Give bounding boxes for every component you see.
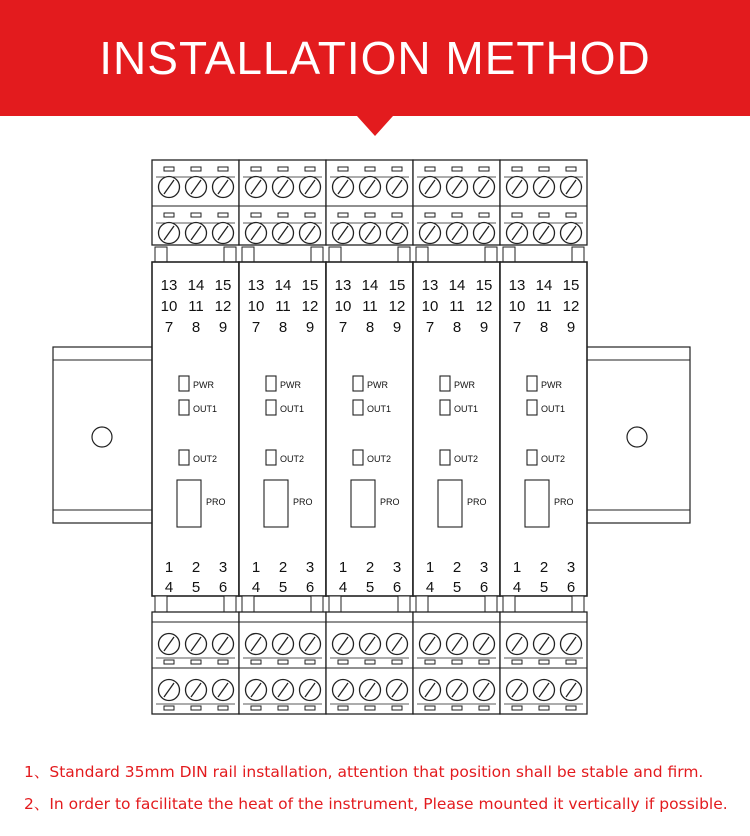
led-out2	[353, 450, 363, 465]
wire-entry	[338, 706, 348, 710]
wire-entry	[164, 213, 174, 217]
led-out1	[179, 400, 189, 415]
terminal-number: 15	[562, 277, 580, 294]
terminal-number: 15	[388, 277, 406, 294]
wire-entry	[338, 660, 348, 664]
led-pwr	[440, 376, 450, 391]
latch-right-bottom	[224, 596, 236, 612]
wire-entry	[251, 213, 261, 217]
wire-entry	[164, 706, 174, 710]
wire-entry	[392, 660, 402, 664]
rail-mount-hole-left	[92, 427, 112, 447]
terminal-number: 9	[566, 319, 576, 336]
terminal-number: 10	[247, 298, 265, 315]
terminal-number: 15	[475, 277, 493, 294]
wire-entry	[365, 706, 375, 710]
terminal-number: 2	[278, 559, 288, 576]
wire-entry	[425, 706, 435, 710]
terminal-number: 14	[448, 277, 466, 294]
wire-entry	[512, 213, 522, 217]
led-label: PWR	[367, 380, 388, 390]
wire-entry	[479, 167, 489, 171]
led-label: OUT2	[454, 454, 479, 464]
terminal-number: 1	[425, 559, 435, 576]
latch-left-bottom	[155, 596, 167, 612]
terminal-number: 9	[218, 319, 228, 336]
latch-right-bottom	[398, 596, 410, 612]
wire-entry	[305, 167, 315, 171]
program-window	[264, 480, 288, 527]
terminal-number: 3	[479, 559, 489, 576]
terminal-number: 10	[334, 298, 352, 315]
wire-entry	[218, 213, 228, 217]
terminal-number: 2	[365, 559, 375, 576]
terminal-number: 12	[301, 298, 319, 315]
terminal-number: 4	[338, 579, 348, 596]
led-pwr	[527, 376, 537, 391]
rail-mount-hole-right	[627, 427, 647, 447]
terminal-number: 10	[160, 298, 178, 315]
terminal-number: 14	[274, 277, 292, 294]
installation-note-2: 2、In order to facilitate the heat of the instrument, Please mounted it vertically if possible.	[24, 795, 728, 813]
led-label: OUT2	[367, 454, 392, 464]
wire-entry	[539, 706, 549, 710]
led-out2	[266, 450, 276, 465]
wire-entry	[191, 706, 201, 710]
wire-entry	[278, 213, 288, 217]
latch-right	[572, 247, 584, 262]
latch-left-bottom	[503, 596, 515, 612]
module-5	[500, 160, 587, 714]
wire-entry	[338, 167, 348, 171]
program-label: PRO	[380, 497, 400, 507]
terminal-number: 1	[512, 559, 522, 576]
led-label: OUT1	[454, 404, 479, 414]
terminal-number: 6	[566, 579, 576, 596]
latch-left-bottom	[416, 596, 428, 612]
terminal-number: 14	[535, 277, 553, 294]
terminal-number: 3	[218, 559, 228, 576]
led-label: OUT2	[280, 454, 305, 464]
terminal-number: 10	[508, 298, 526, 315]
terminal-number: 3	[566, 559, 576, 576]
terminal-number: 2	[191, 559, 201, 576]
wire-entry	[392, 213, 402, 217]
wire-entry	[218, 167, 228, 171]
terminal-number: 9	[392, 319, 402, 336]
terminal-number: 6	[479, 579, 489, 596]
led-out2	[440, 450, 450, 465]
wire-entry	[338, 213, 348, 217]
terminal-number: 13	[247, 277, 265, 294]
terminal-number: 12	[475, 298, 493, 315]
wire-entry	[539, 213, 549, 217]
terminal-number: 5	[191, 579, 201, 596]
wire-entry	[392, 167, 402, 171]
wire-entry	[164, 167, 174, 171]
wire-entry	[566, 660, 576, 664]
wire-entry	[452, 706, 462, 710]
terminal-number: 7	[425, 319, 435, 336]
latch-right-bottom	[485, 596, 497, 612]
wire-entry	[452, 660, 462, 664]
wire-entry	[365, 167, 375, 171]
terminal-number: 8	[278, 319, 288, 336]
wire-entry	[479, 213, 489, 217]
terminal-number: 8	[191, 319, 201, 336]
banner-pointer	[357, 116, 393, 136]
wire-entry	[539, 167, 549, 171]
wire-entry	[305, 706, 315, 710]
wire-entry	[512, 167, 522, 171]
led-out2	[179, 450, 189, 465]
terminal-number: 2	[539, 559, 549, 576]
wire-entry	[365, 213, 375, 217]
terminal-number: 11	[449, 298, 465, 315]
latch-right	[224, 247, 236, 262]
terminal-number: 11	[188, 298, 204, 315]
wire-entry	[251, 660, 261, 664]
module-group	[152, 160, 587, 714]
terminal-number: 14	[187, 277, 205, 294]
terminal-number: 14	[361, 277, 379, 294]
wire-entry	[218, 706, 228, 710]
latch-left	[242, 247, 254, 262]
terminal-number: 5	[278, 579, 288, 596]
terminal-number: 9	[305, 319, 315, 336]
wire-entry	[566, 213, 576, 217]
terminal-number: 10	[421, 298, 439, 315]
terminal-number: 6	[218, 579, 228, 596]
terminal-number: 8	[365, 319, 375, 336]
program-label: PRO	[467, 497, 487, 507]
terminal-number: 1	[251, 559, 261, 576]
led-pwr	[353, 376, 363, 391]
led-pwr	[179, 376, 189, 391]
terminal-number: 15	[301, 277, 319, 294]
wire-entry	[278, 706, 288, 710]
terminal-number: 7	[164, 319, 174, 336]
terminal-number: 1	[164, 559, 174, 576]
terminal-number: 8	[452, 319, 462, 336]
latch-left-bottom	[329, 596, 341, 612]
terminal-number: 8	[539, 319, 549, 336]
latch-left-bottom	[242, 596, 254, 612]
led-label: OUT2	[193, 454, 218, 464]
terminal-number: 4	[425, 579, 435, 596]
wire-entry	[512, 660, 522, 664]
led-label: OUT2	[541, 454, 566, 464]
terminal-number: 15	[214, 277, 232, 294]
wire-entry	[191, 660, 201, 664]
terminal-number: 4	[512, 579, 522, 596]
program-label: PRO	[554, 497, 574, 507]
terminal-number: 3	[392, 559, 402, 576]
program-window	[525, 480, 549, 527]
wire-entry	[566, 706, 576, 710]
wire-entry	[251, 706, 261, 710]
led-out1	[353, 400, 363, 415]
terminal-number: 5	[539, 579, 549, 596]
terminal-number: 11	[275, 298, 291, 315]
terminal-number: 13	[508, 277, 526, 294]
latch-right	[485, 247, 497, 262]
terminal-number: 11	[362, 298, 378, 315]
terminal-number: 4	[164, 579, 174, 596]
led-label: PWR	[454, 380, 475, 390]
terminal-number: 3	[305, 559, 315, 576]
terminal-number: 13	[334, 277, 352, 294]
led-out1	[440, 400, 450, 415]
latch-right-bottom	[572, 596, 584, 612]
terminal-number: 5	[365, 579, 375, 596]
terminal-number: 4	[251, 579, 261, 596]
program-window	[438, 480, 462, 527]
wire-entry	[251, 167, 261, 171]
terminal-number: 11	[536, 298, 552, 315]
led-label: OUT1	[367, 404, 392, 414]
installation-note-1: 1、Standard 35mm DIN rail installation, attention that position shall be stable and firm.	[24, 763, 704, 781]
terminal-number: 7	[251, 319, 261, 336]
program-label: PRO	[206, 497, 226, 507]
latch-right-bottom	[311, 596, 323, 612]
latch-right	[398, 247, 410, 262]
page-title: INSTALLATION METHOD	[99, 32, 651, 84]
led-label: PWR	[193, 380, 214, 390]
wire-entry	[191, 167, 201, 171]
wire-entry	[512, 706, 522, 710]
led-label: OUT1	[193, 404, 218, 414]
terminal-number: 9	[479, 319, 489, 336]
program-label: PRO	[293, 497, 313, 507]
terminal-number: 7	[512, 319, 522, 336]
wire-entry	[218, 660, 228, 664]
wire-entry	[191, 213, 201, 217]
wire-entry	[392, 706, 402, 710]
program-window	[177, 480, 201, 527]
program-window	[351, 480, 375, 527]
terminal-number: 13	[160, 277, 178, 294]
wire-entry	[278, 167, 288, 171]
wire-entry	[278, 660, 288, 664]
terminal-number: 5	[452, 579, 462, 596]
led-label: OUT1	[280, 404, 305, 414]
terminal-number: 13	[421, 277, 439, 294]
wire-entry	[452, 167, 462, 171]
wire-entry	[479, 660, 489, 664]
terminal-number: 6	[392, 579, 402, 596]
wire-entry	[539, 660, 549, 664]
terminal-number: 12	[562, 298, 580, 315]
wire-entry	[566, 167, 576, 171]
din-rail-diagram	[0, 150, 750, 730]
wire-entry	[305, 660, 315, 664]
latch-right	[311, 247, 323, 262]
module-4	[413, 160, 500, 714]
terminal-number: 12	[388, 298, 406, 315]
terminal-number: 1	[338, 559, 348, 576]
latch-left	[329, 247, 341, 262]
terminal-number: 12	[214, 298, 232, 315]
terminal-number: 2	[452, 559, 462, 576]
led-label: OUT1	[541, 404, 566, 414]
wire-entry	[452, 213, 462, 217]
led-pwr	[266, 376, 276, 391]
wire-entry	[425, 660, 435, 664]
module-3	[326, 160, 413, 714]
wire-entry	[164, 660, 174, 664]
led-out1	[266, 400, 276, 415]
wire-entry	[479, 706, 489, 710]
terminal-number: 7	[338, 319, 348, 336]
module-1	[152, 160, 239, 714]
led-label: PWR	[280, 380, 301, 390]
wire-entry	[365, 660, 375, 664]
latch-left	[503, 247, 515, 262]
latch-left	[416, 247, 428, 262]
led-out1	[527, 400, 537, 415]
wire-entry	[305, 213, 315, 217]
led-out2	[527, 450, 537, 465]
wire-entry	[425, 213, 435, 217]
module-2	[239, 160, 326, 714]
wire-entry	[425, 167, 435, 171]
terminal-number: 6	[305, 579, 315, 596]
led-label: PWR	[541, 380, 562, 390]
latch-left	[155, 247, 167, 262]
